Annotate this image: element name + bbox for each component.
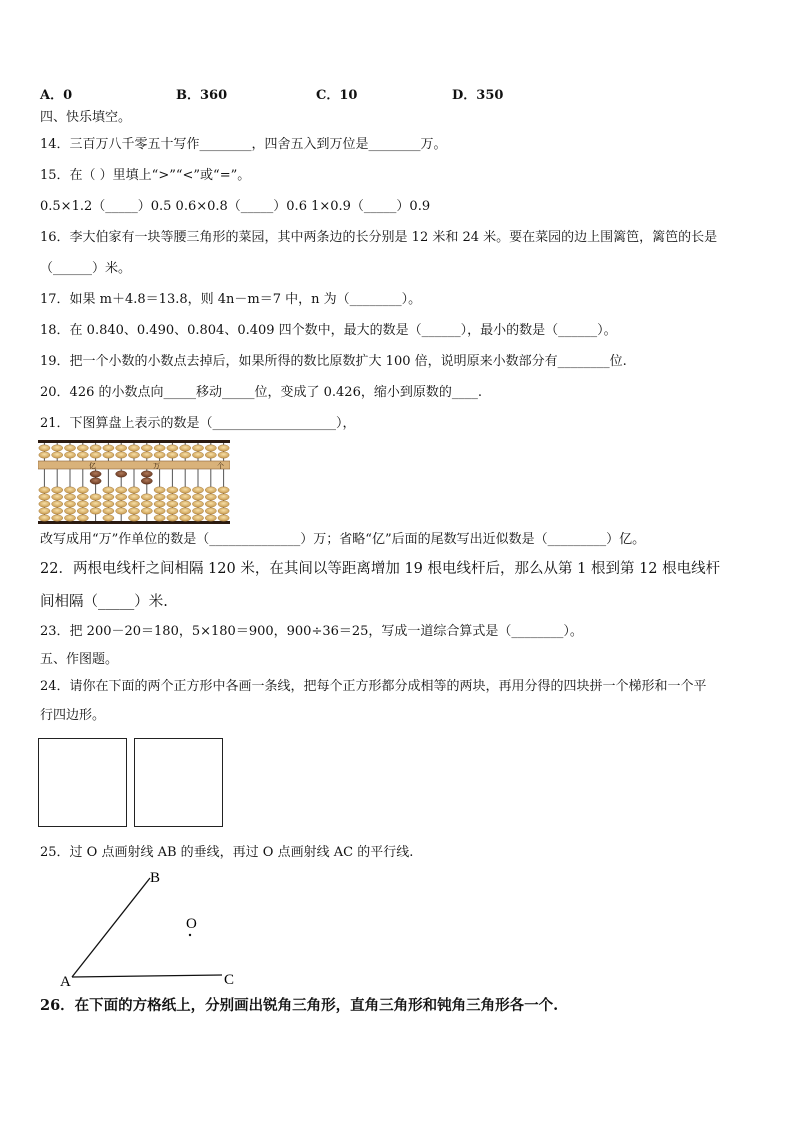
abacus-bead bbox=[77, 445, 88, 451]
abacus-bead bbox=[218, 494, 229, 500]
abacus-bead bbox=[90, 508, 101, 514]
question-15-items: 0.5×1.2（_____）0.5 0.6×0.8（_____）0.6 1×0.9（_____）0.9 bbox=[40, 199, 431, 214]
abacus-bead bbox=[180, 452, 191, 458]
abacus-bead bbox=[141, 501, 152, 507]
abacus-bead bbox=[128, 445, 139, 451]
abacus-bead bbox=[77, 515, 88, 521]
abacus-bead bbox=[192, 494, 203, 500]
abacus-bead bbox=[116, 508, 127, 514]
abacus-bead bbox=[167, 494, 178, 500]
abacus-bead bbox=[39, 494, 50, 500]
abacus-bead bbox=[52, 501, 63, 507]
abacus-bead bbox=[39, 501, 50, 507]
abacus-bead bbox=[39, 515, 50, 521]
question-15: 15．在（ ）里填上“>”“<”或“=”。 bbox=[40, 168, 251, 183]
question-17: 17．如果 m＋4.8＝13.8，则 4n－m＝7 中，n 为（________）。 bbox=[40, 292, 422, 307]
abacus-bead bbox=[103, 508, 114, 514]
abacus-bead bbox=[64, 487, 75, 493]
abacus-bead bbox=[90, 501, 101, 507]
abacus-bead bbox=[192, 508, 203, 514]
abacus-bead bbox=[205, 508, 216, 514]
question-25: 25．过 O 点画射线 AB 的垂线，再过 O 点画射线 AC 的平行线. bbox=[40, 845, 414, 860]
abacus-bead bbox=[218, 445, 229, 451]
abacus-bead bbox=[205, 515, 216, 521]
question-23: 23．把 200－20＝180，5×180＝900，900÷36＝25，写成一道综合算式是（________）。 bbox=[40, 624, 583, 639]
point-o-dot bbox=[189, 934, 191, 936]
abacus-bead bbox=[180, 515, 191, 521]
abacus-bead bbox=[167, 501, 178, 507]
abacus-bead bbox=[167, 508, 178, 514]
abacus-bead bbox=[218, 515, 229, 521]
abacus-bead bbox=[77, 452, 88, 458]
abacus-bead bbox=[64, 445, 75, 451]
abacus-bead bbox=[167, 452, 178, 458]
question-22-line2: 间相隔（_____）米. bbox=[40, 594, 168, 610]
abacus-bead bbox=[128, 494, 139, 500]
abacus-bead bbox=[52, 494, 63, 500]
abacus-bead bbox=[77, 501, 88, 507]
abacus-bead bbox=[103, 452, 114, 458]
square-right[interactable] bbox=[134, 738, 223, 827]
abacus-bead bbox=[64, 494, 75, 500]
abacus-bead bbox=[77, 494, 88, 500]
abacus-bead bbox=[39, 508, 50, 514]
abacus-bead bbox=[128, 508, 139, 514]
option-d: D．350 bbox=[452, 88, 504, 103]
abacus-bead bbox=[116, 471, 127, 477]
abacus-bead bbox=[141, 452, 152, 458]
abacus-bead bbox=[90, 478, 101, 484]
abacus-bead bbox=[128, 487, 139, 493]
abacus-bead bbox=[192, 452, 203, 458]
abacus-bead bbox=[39, 487, 50, 493]
abacus-bead bbox=[192, 515, 203, 521]
question-16-line2: （______）米。 bbox=[40, 261, 132, 276]
abacus-bead bbox=[192, 445, 203, 451]
abacus-bead bbox=[128, 501, 139, 507]
abacus-bead bbox=[205, 494, 216, 500]
abacus-bead bbox=[90, 471, 101, 477]
abacus-bead bbox=[218, 501, 229, 507]
option-c: C．10 bbox=[316, 88, 358, 103]
abacus-bead bbox=[154, 501, 165, 507]
abacus-bead bbox=[77, 487, 88, 493]
abacus-bead bbox=[116, 501, 127, 507]
abacus-bead bbox=[141, 478, 152, 484]
question-16-line1: 16．李大伯家有一块等腰三角形的菜园，其中两条边的长分别是 12 米和 24 米。要在菜园的边上围篱笆，篱笆的长是 bbox=[40, 230, 718, 245]
abacus-label-wan: 万 bbox=[153, 462, 160, 470]
abacus-bead bbox=[218, 487, 229, 493]
question-14: 14．三百万八千零五十写作________，四舍五入到万位是________万。 bbox=[40, 137, 447, 152]
question-21-line2: 改写成用“万”作单位的数是（______________）万；省略“亿”后面的尾数写出近似数是（_________）亿。 bbox=[40, 532, 646, 547]
abacus-bead bbox=[90, 445, 101, 451]
abacus-bead bbox=[128, 515, 139, 521]
question-19: 19．把一个小数的小数点去掉后，如果所得的数比原数扩大 100 倍，说明原来小数部分有________位. bbox=[40, 354, 627, 369]
abacus-bead bbox=[180, 487, 191, 493]
abacus-bead bbox=[116, 487, 127, 493]
abacus-bead bbox=[154, 445, 165, 451]
abacus-bead bbox=[103, 501, 114, 507]
question-18: 18．在 0.840、0.490、0.804、0.409 四个数中，最大的数是（______），最小的数是（______）。 bbox=[40, 323, 617, 338]
abacus-bead bbox=[218, 452, 229, 458]
abacus-label-yi: 亿 bbox=[89, 462, 96, 470]
abacus-bead bbox=[205, 487, 216, 493]
option-b: B．360 bbox=[176, 88, 228, 103]
abacus-bead bbox=[154, 515, 165, 521]
abacus-bead bbox=[90, 494, 101, 500]
abacus-bead bbox=[64, 452, 75, 458]
abacus-bead bbox=[64, 515, 75, 521]
ray-figure[interactable] bbox=[50, 862, 250, 992]
abacus-bead bbox=[141, 471, 152, 477]
abacus-bead bbox=[116, 452, 127, 458]
abacus-bead bbox=[180, 494, 191, 500]
abacus-bead bbox=[103, 445, 114, 451]
abacus-bead bbox=[103, 494, 114, 500]
abacus-bead bbox=[103, 515, 114, 521]
abacus-bead bbox=[167, 445, 178, 451]
point-label-a: A bbox=[60, 974, 71, 990]
abacus-bead bbox=[52, 445, 63, 451]
abacus-bead bbox=[180, 445, 191, 451]
abacus-bead bbox=[64, 501, 75, 507]
abacus-bead bbox=[192, 501, 203, 507]
abacus-bead bbox=[116, 494, 127, 500]
abacus-bead bbox=[180, 501, 191, 507]
abacus-bead bbox=[39, 445, 50, 451]
abacus-bead bbox=[205, 452, 216, 458]
abacus-bead bbox=[103, 487, 114, 493]
abacus-bead bbox=[141, 508, 152, 514]
abacus-bead bbox=[64, 508, 75, 514]
question-24-line1: 24．请你在下面的两个正方形中各画一条线，把每个正方形都分成相等的两块，再用分得的四块拼一个梯形和一个平 bbox=[40, 679, 707, 694]
point-label-c: C bbox=[224, 972, 235, 988]
abacus-bead bbox=[128, 452, 139, 458]
abacus-bead bbox=[154, 487, 165, 493]
abacus-bead bbox=[77, 508, 88, 514]
abacus-bead bbox=[52, 487, 63, 493]
abacus-bead bbox=[154, 494, 165, 500]
section-heading-5: 五、作图题。 bbox=[40, 652, 119, 667]
point-label-b: B bbox=[150, 870, 161, 886]
abacus-bead bbox=[39, 452, 50, 458]
abacus-bead bbox=[180, 508, 191, 514]
abacus-bead bbox=[218, 508, 229, 514]
abacus-bead bbox=[154, 452, 165, 458]
abacus-bead bbox=[154, 508, 165, 514]
section-heading-4: 四、快乐填空。 bbox=[40, 110, 132, 125]
question-22-line1: 22．两根电线杆之间相隔 120 米，在其间以等距离增加 19 根电线杆后，那么从第 1 根到第 12 根电线杆 bbox=[40, 561, 721, 577]
abacus-bead bbox=[52, 452, 63, 458]
abacus-bead bbox=[167, 515, 178, 521]
question-24-line2: 行四边形。 bbox=[40, 708, 106, 723]
question-21: 21．下图算盘上表示的数是（___________________）， bbox=[40, 416, 356, 431]
abacus-bead bbox=[116, 445, 127, 451]
question-26: 26．在下面的方格纸上，分别画出锐角三角形，直角三角形和钝角三角形各一个. bbox=[40, 997, 559, 1014]
question-20: 20．426 的小数点向_____移动_____位，变成了 0.426，缩小到原数的____. bbox=[40, 385, 482, 400]
abacus-bead bbox=[52, 515, 63, 521]
square-left[interactable] bbox=[38, 738, 127, 827]
abacus-bead bbox=[167, 487, 178, 493]
abacus-bead bbox=[90, 452, 101, 458]
abacus-bead bbox=[52, 508, 63, 514]
abacus-label-ge: 个 bbox=[217, 462, 224, 470]
abacus-bead bbox=[205, 501, 216, 507]
point-label-o: O bbox=[186, 916, 197, 932]
abacus-bead bbox=[205, 445, 216, 451]
abacus-bead bbox=[192, 487, 203, 493]
abacus-figure bbox=[38, 440, 230, 524]
abacus-bead bbox=[141, 445, 152, 451]
abacus-bead bbox=[141, 494, 152, 500]
option-a: A．0 bbox=[40, 88, 73, 103]
